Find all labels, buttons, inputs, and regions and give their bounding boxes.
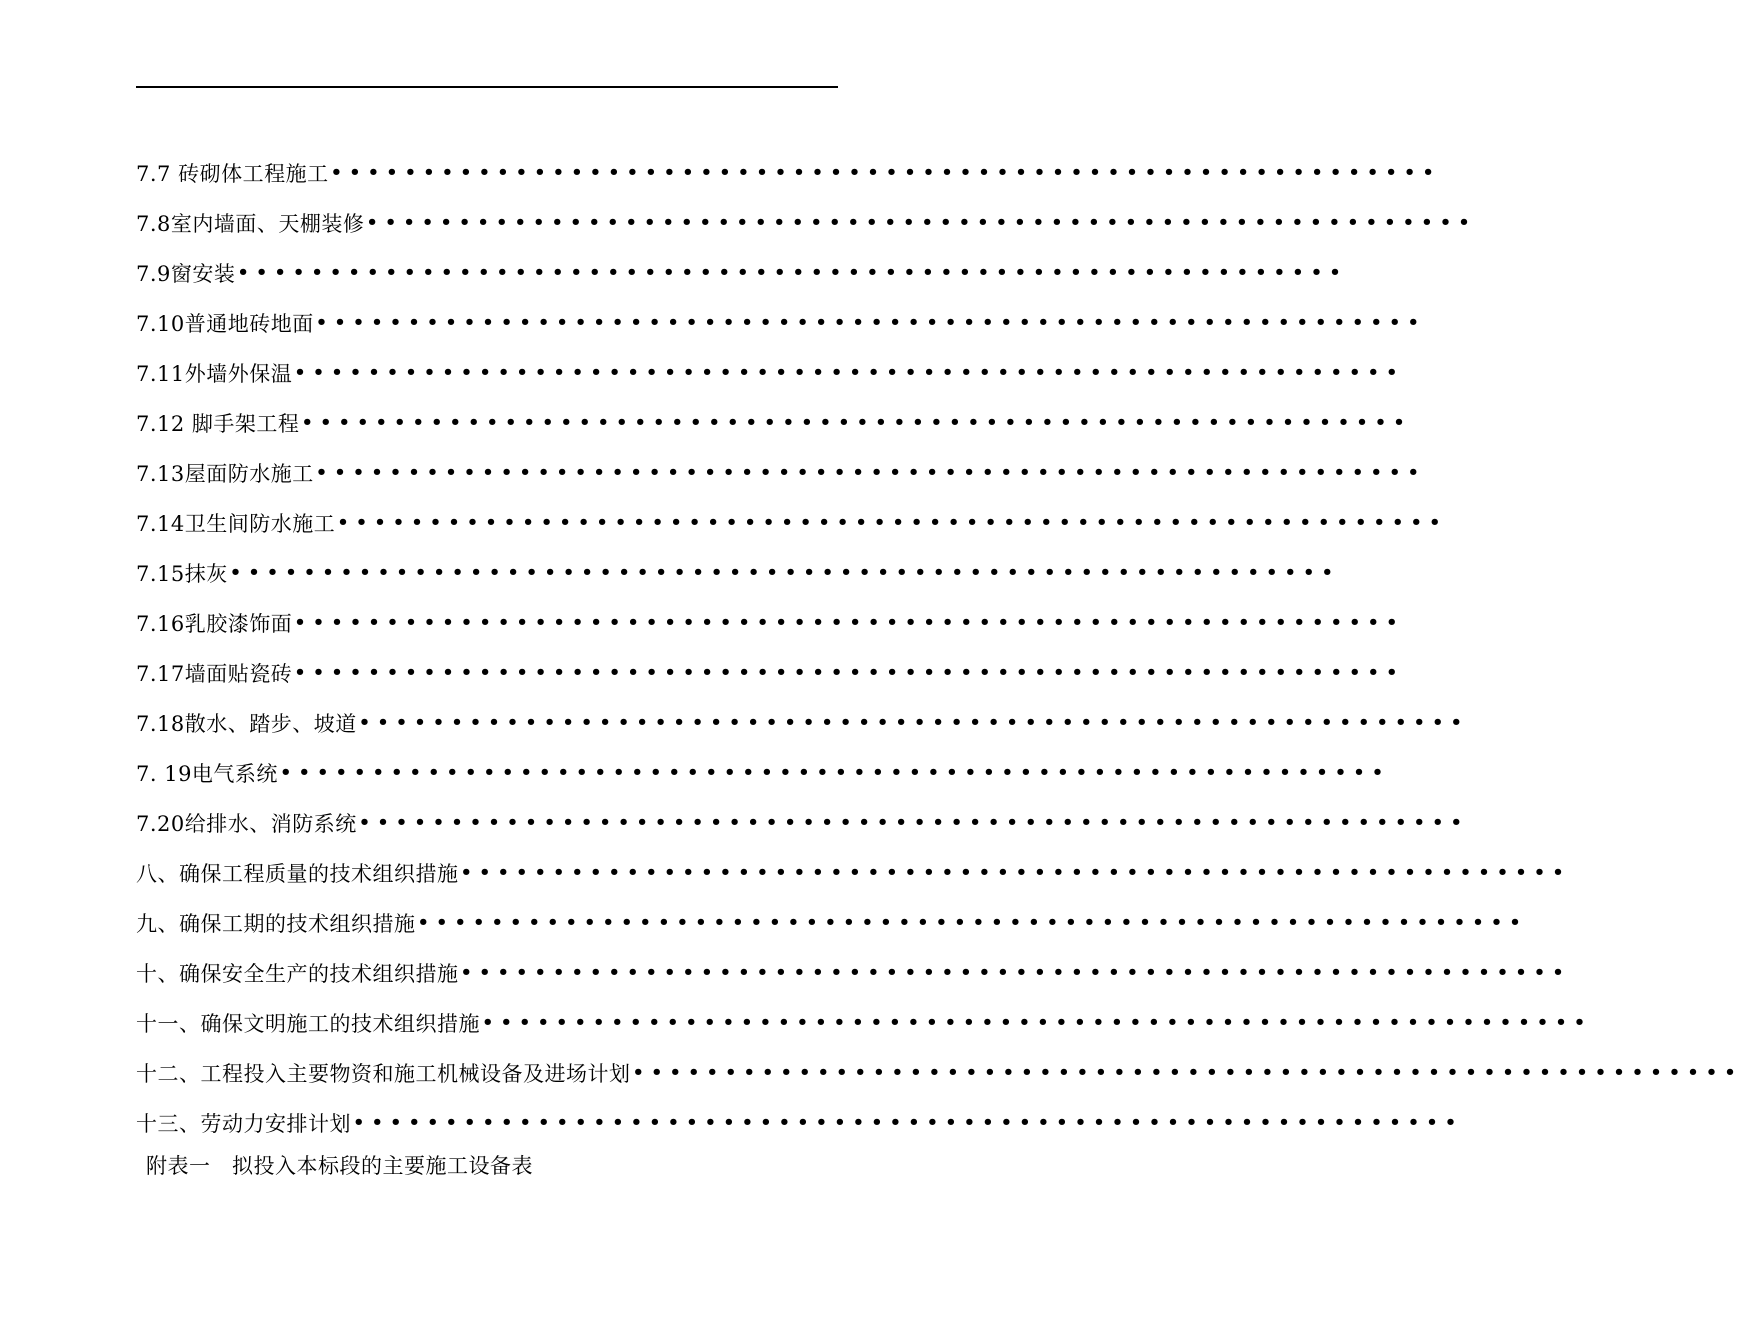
toc-entry-label: 7.17墙面贴瓷砖	[136, 662, 293, 686]
dot-leader: ••••••••••••••••••••••••••••••••••••••••••••••••••••••••••••	[460, 962, 1571, 983]
toc-entry-label: 九、确保工期的技术组织措施	[136, 912, 416, 936]
toc-entry[interactable]	[136, 1098, 1464, 1148]
toc-entry-label: 十二、工程投入主要物资和施工机械设备及进场计划	[136, 1062, 631, 1086]
toc-entry-label: 7.8室内墙面、天棚装修	[136, 212, 365, 236]
toc-entry[interactable]	[136, 498, 1448, 548]
dot-leader: ••••••••••••••••••••••••••••••••••••••••••••••••••••••••••••	[294, 362, 1405, 383]
toc-entry-label: 7.12 脚手架工程	[136, 412, 300, 436]
toc-entry-label: 7.7 砖砌体工程施工	[136, 162, 329, 186]
dot-leader: ••••••••••••••••••••••••••••••••••••••••••••••••••••••••••••	[417, 912, 1528, 933]
toc-entry[interactable]	[136, 548, 1341, 598]
dot-leader: ••••••••••••••••••••••••••••••••••••••••••••••••••••••••••••	[337, 512, 1448, 533]
dot-leader: ••••••••••••••••••••••••••••••••••••••••••••••••••••••••••••	[358, 712, 1470, 733]
dot-leader: ••••••••••••••••••••••••••••••••••••••••••••••••••••••••••••	[358, 812, 1470, 833]
dot-leader: ••••••••••••••••••••••••••••••••••••••••••••••••••••••••••••	[482, 1012, 1593, 1033]
appendix-table-title[interactable]: 附表一 拟投入本标段的主要施工设备表	[146, 1154, 534, 1178]
toc-entry-label: 7.18散水、踏步、坡道	[136, 712, 357, 736]
toc-entry[interactable]	[136, 848, 1571, 898]
dot-leader: ••••••••••••••••••••••••••••••••••••••••••••••••••••••••••••	[294, 612, 1405, 633]
toc-entry[interactable]	[136, 998, 1593, 1048]
toc-entry[interactable]	[136, 298, 1427, 348]
toc-entry[interactable]	[136, 698, 1470, 748]
dot-leader: ••••••••••••••••••••••••••••••••••••••••••••••••••••••••••••	[460, 862, 1571, 883]
toc-entry-label: 十一、确保文明施工的技术组织措施	[136, 1012, 480, 1036]
dot-leader: ••••••••••••••••••••••••••••••••••••••••••••••••••••••••••••	[330, 162, 1441, 183]
dot-leader: ••••••••••••••••••••••••••••••••••••••••••••••••••••••••••••	[301, 412, 1412, 433]
dot-leader: ••••••••••••••••••••••••••••••••••••••••••••••••••••••••••••	[632, 1062, 1743, 1083]
table-of-contents	[136, 148, 1743, 1148]
toc-entry[interactable]	[136, 748, 1391, 798]
toc-entry[interactable]	[136, 248, 1348, 298]
toc-entry-label: 7.20给排水、消防系统	[136, 812, 357, 836]
dot-leader: ••••••••••••••••••••••••••••••••••••••••••••••••••••••••••••	[353, 1112, 1464, 1133]
toc-entry-label: 7.16乳胶漆饰面	[136, 612, 293, 636]
toc-entry[interactable]	[136, 198, 1477, 248]
dot-leader: ••••••••••••••••••••••••••••••••••••••••••••••••••••••••••••	[294, 662, 1405, 683]
toc-entry-label: 7. 19电气系统	[136, 762, 278, 786]
toc-entry-label: 7.11外墙外保温	[136, 362, 293, 386]
toc-entry-label: 十三、劳动力安排计划	[136, 1112, 351, 1136]
toc-entry[interactable]	[136, 448, 1427, 498]
toc-entry[interactable]	[136, 348, 1405, 398]
toc-entry[interactable]	[136, 948, 1571, 998]
toc-entry[interactable]	[136, 598, 1405, 648]
dot-leader: ••••••••••••••••••••••••••••••••••••••••••••••••••••••••••••	[279, 762, 1391, 783]
toc-entry-label: 7.14卫生间防水施工	[136, 512, 336, 536]
toc-entry[interactable]	[136, 898, 1528, 948]
dot-leader: ••••••••••••••••••••••••••••••••••••••••••••••••••••••••••••	[237, 262, 1348, 283]
dot-leader: ••••••••••••••••••••••••••••••••••••••••••••••••••••••••••••	[366, 212, 1477, 233]
toc-entry[interactable]	[136, 398, 1412, 448]
toc-entry[interactable]	[136, 148, 1441, 198]
toc-entry-label: 7.15抹灰	[136, 562, 228, 586]
toc-entry[interactable]	[136, 798, 1470, 848]
toc-entry[interactable]	[136, 648, 1405, 698]
header-rule	[136, 86, 838, 88]
dot-leader: ••••••••••••••••••••••••••••••••••••••••••••••••••••••••••••	[315, 312, 1427, 333]
toc-entry[interactable]	[136, 1048, 1743, 1098]
toc-entry-label: 八、确保工程质量的技术组织措施	[136, 862, 459, 886]
toc-entry-label: 7.13屋面防水施工	[136, 462, 314, 486]
dot-leader: ••••••••••••••••••••••••••••••••••••••••••••••••••••••••••••	[315, 462, 1427, 483]
toc-entry-label: 7.10普通地砖地面	[136, 312, 314, 336]
toc-entry-label: 7.9窗安装	[136, 262, 236, 286]
toc-entry-label: 十、确保安全生产的技术组织措施	[136, 962, 459, 986]
dot-leader: ••••••••••••••••••••••••••••••••••••••••••••••••••••••••••••	[229, 562, 1341, 583]
